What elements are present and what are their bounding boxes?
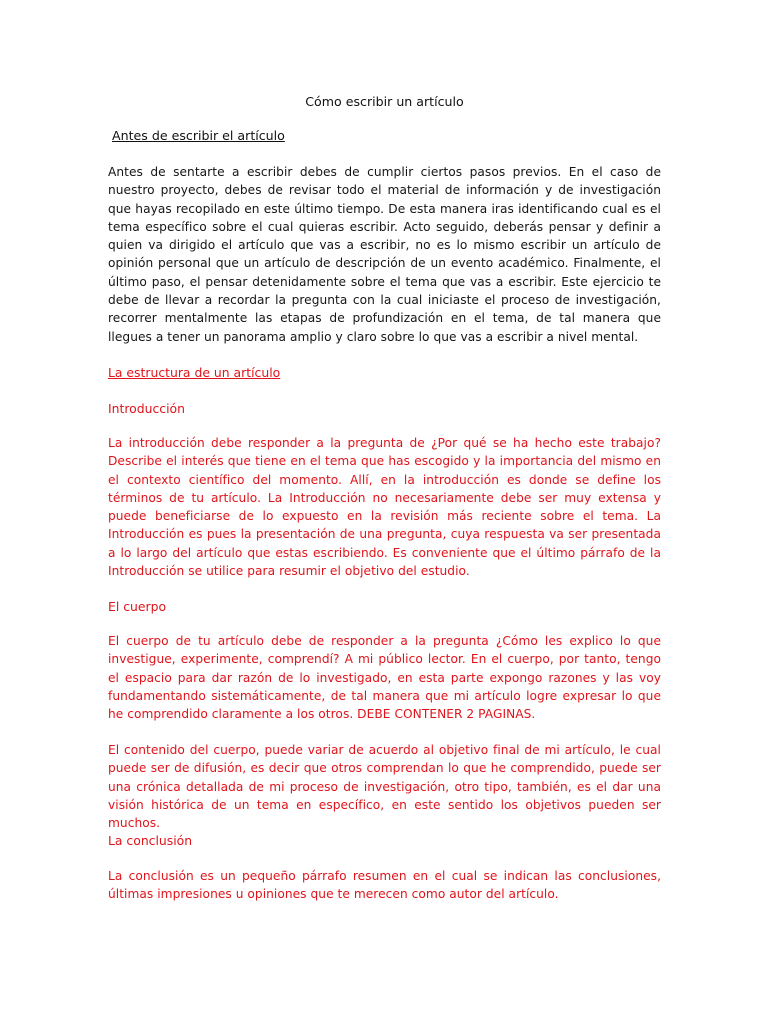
document-title: Cómo escribir un artículo [305, 94, 464, 109]
conclusion-paragraph: La conclusión es un pequeño párrafo resumen en el cual se indican las conclusiones, últimas impresiones u opiniones que te merecen como autor del artículo. [108, 869, 661, 902]
introduccion-heading: Introducción [108, 401, 185, 416]
intro-paragraph: Antes de sentarte a escribir debes de cumplir ciertos pasos previos. En el caso de nuestro proyecto, debes de revisar todo el material de información y de investigación que hayas recopilado en este último tiempo. De esta manera iras identificando cual es el tema específico sobre el cual quieras escribir. Acto seguido, deberás pensar y definir a quien va dirigido el artículo que vas a escribir, no es lo mismo escribir un artículo de opinión personal que un artículo de descripción de un evento académico. Finalmente, el último paso, el pensar detenidamente sobre el tema que vas a escribir. Este ejercicio te debe de llevar a recordar la pregunta con la cual iniciaste el proceso de investigación, recorrer mentalmente las etapas de profundización en el tema, de tal manera que llegues a tener un panorama amplio y claro sobre lo que vas a escribir a nivel mental. [108, 165, 661, 344]
cuerpo-paragraph-1: El cuerpo de tu artículo debe de responder a la pregunta ¿Cómo les explico lo que investigue, experimente, comprendí? A mi público lector. En el cuerpo, por tanto, tengo el espacio para dar razón de lo investigado, en esta parte expongo razones y las voy fundamentando sistemáticamente, de tal manera que mi artículo logre expresar lo que he comprendido claramente a los otros. DEBE CONTENER 2 PAGINAS. [108, 634, 661, 722]
structure-heading: La estructura de un artículo [108, 365, 281, 380]
cuerpo-heading: El cuerpo [108, 599, 167, 614]
conclusion-heading: La conclusión [108, 833, 193, 848]
introduccion-paragraph: La introducción debe responder a la pregunta de ¿Por qué se ha hecho este trabajo? Describe el interés que tiene en el tema que has escogido y la importancia del mismo en el contexto científico del momento. Allí, en la introducción es donde se define los términos de tu artículo. La Introducción no necesariamente debe ser muy extensa y puede beneficiarse de lo expuesto en la revisión más reciente sobre el tema. La Introducción es pues la presentación de una pregunta, cuya respuesta va ser presentada a lo largo del artículo que estas escribiendo. Es conveniente que el último párrafo de la Introducción se utilice para resumir el objetivo del estudio. [108, 436, 661, 579]
cuerpo-paragraph-2: El contenido del cuerpo, puede variar de acuerdo al objetivo final de mi artículo, le cual puede ser de difusión, es decir que otros comprendan lo que he comprendido, puede ser una crónica detallada de mi proceso de investigación, otro tipo, también, es el dar una visión histórica de un tema en específico, en este sentido los objetivos pueden ser muchos. [108, 743, 661, 831]
section-subtitle-antes: Antes de escribir el artículo [112, 128, 285, 143]
